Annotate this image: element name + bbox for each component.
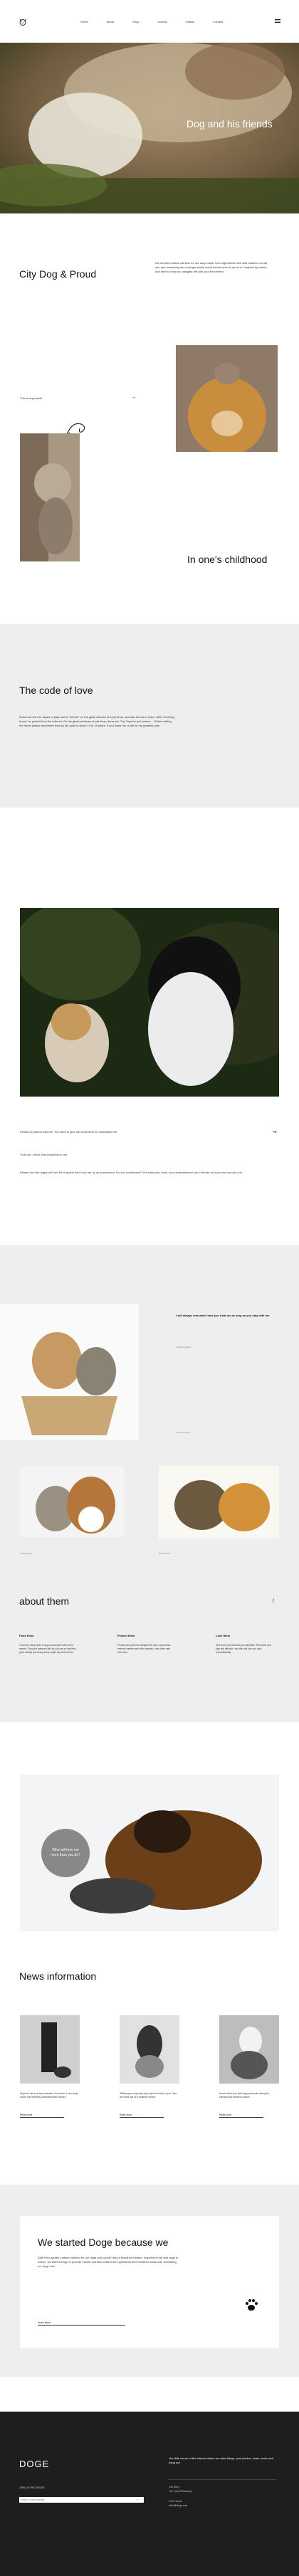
news-read-more-3[interactable]: Read more	[219, 2113, 263, 2118]
footer-tagline: Our little corner of the internet where we write things, post photos, share music and hang out	[169, 2456, 273, 2464]
gallery-caption-1: Friends forever	[176, 1431, 191, 1434]
bubble-text: Who will love me more than you do?	[51, 1848, 80, 1857]
footer-signup-label: JOIN US THE DOGGE	[19, 2486, 45, 2489]
code-title: The code of love	[19, 685, 93, 696]
footer-contact-label: Get in touch	[169, 2500, 182, 2503]
about-col-3	[216, 1634, 276, 1654]
nav-about[interactable]: About	[106, 20, 115, 23]
nav-journal[interactable]: Journal	[157, 20, 167, 23]
footer	[0, 2412, 299, 2576]
footer-email-link[interactable]: hello@doge.com	[169, 2504, 188, 2507]
footer-brand: DOGE	[19, 2459, 50, 2469]
gallery-quote: I will always remember how you treat me as long as you stay with me.	[176, 1314, 271, 1317]
news-read-more-1[interactable]: Read more	[20, 2113, 64, 2118]
quote-line-1: Please be patient with me. You need to give me some time to understand me.	[20, 1130, 118, 1134]
footer-col-1	[169, 2485, 192, 2493]
about-col-text: Protect your pets from dangers like cars, toxic plants, extreme weather and other animals. Keep them safe and loved.	[117, 1644, 171, 1654]
nav-home[interactable]: Home	[80, 20, 88, 23]
know-more-link[interactable]: Know More	[38, 2321, 125, 2326]
started-text: Didn't find quality, natural nutrition for our dogs and couldn't find a brand we trusted. Inspired by the wild dogs in nature, we started Doge to provide holistic nutrition made from ingredients their relatives would eat, something our dogs love.	[38, 2256, 179, 2268]
dog-face-icon[interactable]	[19, 17, 27, 26]
dog-and-cat-photo	[20, 908, 279, 1097]
about-title: about them	[19, 1595, 70, 1607]
about-col-2	[117, 1634, 174, 1654]
puppy-kitten-photo	[0, 1304, 139, 1440]
news-photo-1	[20, 2015, 80, 2084]
quote-line-3: Please don't be angry with me for long and don't lock me up as punishment. Do you understand? You have your work, your entertainment, your friends, and you are my only one.	[20, 1171, 243, 1174]
footer-col-2	[169, 2499, 187, 2508]
about-col-title: Love them	[216, 1634, 231, 1637]
gallery-caption-3: Best friends	[159, 1552, 170, 1555]
news-photo-2	[120, 2015, 179, 2084]
arrow-right-icon[interactable]: →	[131, 395, 136, 400]
cat-and-collie-photo	[20, 1466, 125, 1537]
slash-icon: /	[273, 1599, 274, 1604]
peeking-cat-photo	[20, 433, 80, 561]
news-text-1: Dogs are the most loyal animals in the world. A new study shows how well they understand their owners.	[20, 2092, 78, 2099]
about-col-text: There are many kinds of dog food and pet food on the market. Choose a balanced diet for your pet so that they grow healthy and strong every single day of their lives.	[19, 1644, 76, 1654]
header	[0, 0, 299, 43]
started-card	[20, 2216, 279, 2348]
gallery-quote-sub: Always together	[176, 1346, 192, 1348]
about-col-1	[19, 1634, 76, 1654]
quote-line-2: Trust me - that's very important to me.	[20, 1153, 68, 1156]
email-input[interactable]	[19, 2497, 144, 2503]
nav-shop[interactable]: Shop	[132, 20, 140, 23]
news-read-more-2[interactable]: Read more	[120, 2113, 164, 2118]
started-title: We started Doge because we	[38, 2237, 169, 2248]
nav-contact[interactable]: Contact	[213, 20, 223, 23]
hamburger-icon[interactable]	[275, 19, 280, 23]
news-text-3: How to keep your pets happy and calm during the holidays and fireworks season.	[219, 2092, 270, 2099]
arrow-right-circle-icon[interactable]: ➞	[273, 1130, 277, 1135]
about-col-title: Protect them	[117, 1634, 135, 1637]
hero-image	[0, 43, 299, 213]
code-text: Someone went to Japan to play, saw a "torihoh" on the glass window of a pet shop, and was forced to leave. After returning home, he posted it on the Internet. On the glass windows of pet shop, there are "Toy Toys for pet owners ... Before taking me home please remember that my life span is about 10 to 15 years. If you leave me, it will be my greatest pain.	[19, 715, 174, 727]
news-photo-3	[219, 2015, 279, 2084]
yorkie-and-cat-photo	[159, 1466, 279, 1538]
footer-divider	[169, 2479, 276, 2480]
dog-cat-photo	[176, 345, 278, 452]
intro-title: City Dog & Proud	[19, 268, 97, 280]
news-text-2: Walking your dog every day is good for both of you. Here are some tips for a healthier routine.	[120, 2092, 177, 2099]
hero-title: Dog and his friends	[187, 118, 273, 130]
footer-link-philosophy[interactable]: Our Food Philosophy	[169, 2490, 192, 2493]
gallery-caption: In one's childhood	[187, 554, 268, 565]
news-title: News information	[19, 1970, 97, 1982]
gallery-label: This is impossible	[20, 396, 43, 400]
footer-link-story[interactable]: Our Story	[169, 2486, 179, 2488]
gallery-caption-2: A happy day	[20, 1552, 32, 1555]
main-nav	[80, 20, 223, 24]
paw-icon	[243, 2297, 259, 2313]
about-col-text: Give them your time and your attention. Pets need love, play and affection, and they will love you back unconditionally.	[216, 1644, 272, 1654]
nav-gallery[interactable]: Gallery	[185, 20, 195, 23]
intro-text: We needed holistic nutrition for our dogs made from ingredients their wild relatives would eat, and something we could genuinely stand behind and be proud of. Inspired by nature, and here to help you navigate life with your best friend.	[155, 261, 268, 273]
about-col-title: Food them	[19, 1634, 34, 1637]
speech-bubble	[41, 1829, 90, 1877]
footer-send-icon[interactable]: ›	[137, 2498, 138, 2502]
